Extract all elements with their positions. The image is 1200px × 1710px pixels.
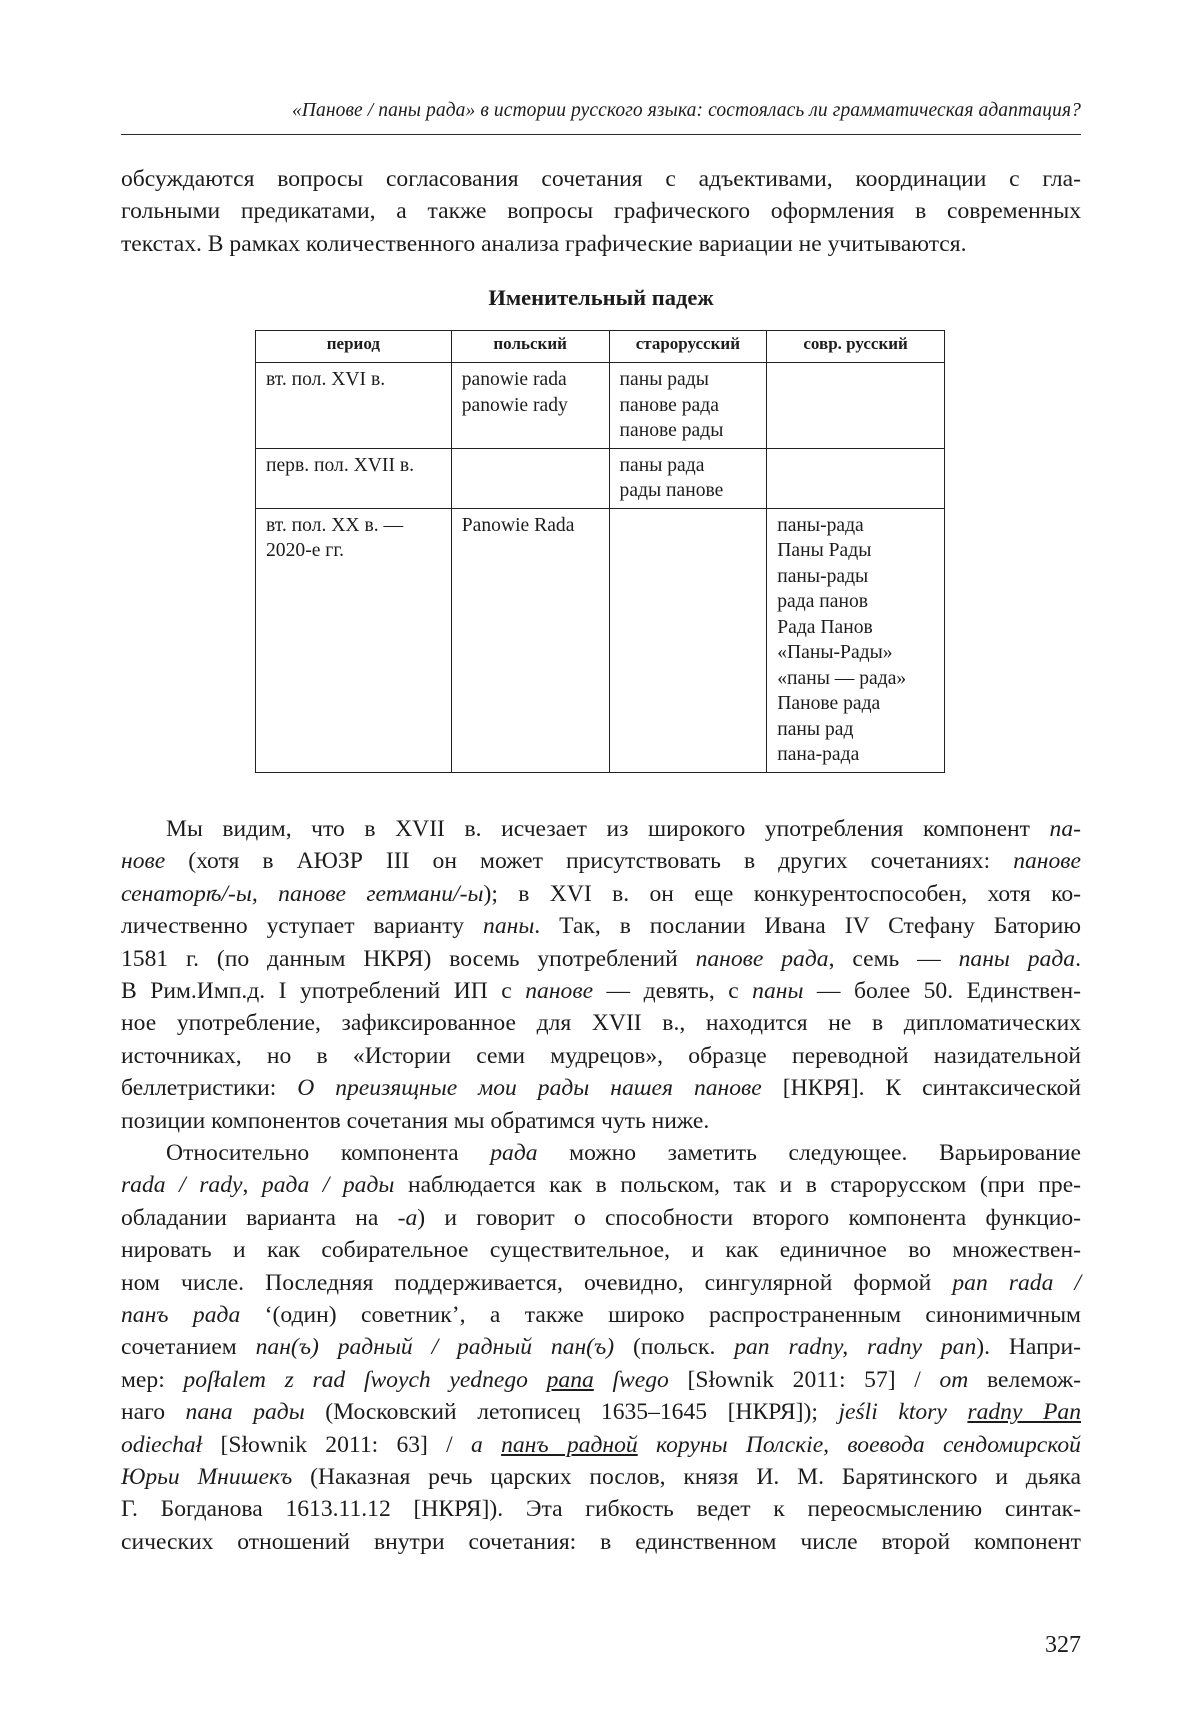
italic-run: панове: [1013, 848, 1081, 875]
table-row: [256, 508, 945, 772]
paragraph-1: [121, 163, 1081, 260]
paragraph-2: [121, 813, 1081, 1137]
cell-line: паны-рады: [777, 565, 869, 587]
text-run: ном числе. Последняя поддерживается, очевидно, сингулярной формой: [121, 1269, 953, 1296]
italic-run: паны: [483, 913, 535, 940]
table-title: Именительный падеж: [488, 285, 714, 310]
italic-run: О преизящные мои рады нашея панове: [297, 1075, 762, 1102]
underlined-run: панъ радной: [501, 1431, 638, 1458]
column-header-modern-russian: совр. русский: [767, 331, 945, 363]
text-run: Относительно компонента: [166, 1140, 491, 1166]
text-run: .: [1075, 945, 1081, 972]
cell-line: перв. пол. XVII в.: [266, 454, 415, 476]
text-run: ). Напри-: [976, 1334, 1081, 1361]
cell-line: panowie rada: [461, 369, 567, 390]
text-line: [121, 1396, 1081, 1428]
text-run: — более 50. Единствен-: [803, 977, 1081, 1004]
italic-run: pan rada /: [952, 1269, 1081, 1296]
cell-old-russian: [609, 508, 767, 772]
text-line: [121, 1331, 1081, 1363]
text-line: [121, 878, 1081, 910]
text-line: обсуждаются вопросы согласования сочетания с адъективами, координации с гла-: [121, 166, 1081, 192]
column-header-old-russian: старорусский: [609, 331, 767, 363]
page-number: 327: [1045, 1632, 1081, 1658]
cell-line: «Паны-Рады»: [777, 642, 893, 663]
text-run: В Рим.Имп.д. I употреблений ИП с: [121, 977, 526, 1004]
italic-run: па-: [1049, 816, 1081, 842]
column-header-period: период: [256, 331, 452, 363]
cell-line: панове рада: [619, 394, 719, 416]
cell-polish: [451, 448, 609, 508]
text-run: , семь —: [828, 945, 959, 972]
text-run: личественно уступает варианту: [121, 913, 484, 940]
text-run: . Так, в послании Ивана IV Стефану Баторию: [534, 913, 1081, 940]
cell-period: [256, 448, 452, 508]
text-line: текстах. В рамках количественного анализа графические вариации не учитываются.: [121, 230, 967, 257]
italic-run: а: [470, 1431, 502, 1458]
italic-run: Юрьи Мнишекъ: [121, 1463, 293, 1490]
text-run: обладании варианта на: [121, 1204, 398, 1231]
text-line: [121, 1202, 1081, 1234]
text-run: (польск.: [614, 1334, 735, 1361]
text-line: источниках, но в «Истории семи мудрецов», образце переводной назидательной: [121, 1042, 1081, 1069]
italic-run: коруны Полскіе, воевода сендомирской: [637, 1431, 1081, 1458]
text-run: (Наказная речь царских послов, князя И. М. Барятинского и дьяка: [292, 1463, 1081, 1490]
cell-line: Паны Рады: [777, 540, 872, 561]
cell-line: рады панове: [619, 480, 724, 501]
text-line: ное употребление, зафиксированное для XVII в., находится не в дипломатических: [121, 1010, 1081, 1037]
text-run: можно заметить следующее. Варьирование: [537, 1140, 1081, 1166]
cell-line: паны-рада: [777, 514, 864, 536]
cell-line: вт. пол. XX в. —: [266, 514, 404, 536]
text-line: [121, 1461, 1081, 1493]
italic-run: ſwego: [593, 1366, 669, 1393]
text-line: [121, 1299, 1081, 1331]
cell-line: Panowie Rada: [461, 514, 575, 536]
italic-run: рада: [490, 1140, 538, 1166]
text-line: [121, 1072, 1081, 1104]
table-row: [256, 448, 945, 508]
cell-line: 2020-е гг.: [266, 540, 345, 561]
text-run: [Słownik 2011: 63] /: [202, 1431, 471, 1458]
table-header-row: [256, 331, 945, 363]
cell-line: панове рады: [619, 420, 724, 441]
italic-run: паны: [752, 977, 804, 1004]
text-line: [121, 1267, 1081, 1299]
text-line: [121, 1429, 1081, 1461]
text-run: Мы видим, что в XVII в. исчезает из широкого употребления компонент: [166, 816, 1050, 842]
text-line: [121, 1137, 1081, 1169]
text-line: [121, 845, 1081, 877]
text-line: [121, 1169, 1081, 1201]
text-run: (хотя в АЮЗР III он может присутствовать в других сочетаниях:: [165, 848, 1014, 875]
italic-run: jeśli ktory: [838, 1399, 968, 1426]
italic-run: pan radny, radny pan: [734, 1334, 977, 1361]
text-run: мер:: [121, 1366, 184, 1393]
text-run: [Słownik 2011: 57] /: [668, 1366, 940, 1393]
text-line: позиции компонентов сочетания мы обратимся чуть ниже.: [121, 1107, 710, 1134]
text-run: 1581 г. (по данным НКРЯ) восемь употреблений: [121, 945, 696, 972]
italic-run: панъ рада: [121, 1301, 241, 1328]
text-run: ,: [242, 1172, 262, 1199]
column-header-polish: польский: [451, 331, 609, 363]
table-row: [256, 363, 945, 449]
italic-run: пана рады: [185, 1399, 305, 1426]
header-rule: [121, 134, 1081, 135]
cell-polish: [451, 508, 609, 772]
italic-run: сенаторѣ/-ы, панове гетмани/-ы: [121, 880, 484, 907]
cell-polish: [451, 363, 609, 449]
cell-period: [256, 508, 452, 772]
text-line: [121, 943, 1081, 975]
italic-run: poſłalem z rad ſwoych yednego: [183, 1366, 547, 1393]
text-line: Г. Богданова 1613.11.12 [НКРЯ]). Эта гибкость ведет к переосмыслению синтак-: [121, 1496, 1081, 1523]
cell-line: Рада Панов: [777, 616, 873, 638]
cell-line: вт. пол. XVI в.: [266, 369, 386, 390]
cell-modern-russian: [767, 363, 945, 449]
text-run: беллетристики:: [121, 1075, 298, 1102]
cell-modern-russian: [767, 508, 945, 772]
italic-run: от: [939, 1366, 969, 1393]
italic-run: нове: [121, 848, 166, 875]
text-line: [121, 910, 1081, 942]
text-line: нировать и как собирательное существительное, и как единичное во множествен-: [121, 1237, 1081, 1264]
paragraph-3: [121, 1137, 1081, 1558]
italic-run: панове рада: [695, 945, 829, 972]
italic-run: панове: [525, 977, 594, 1004]
cell-line: рада панов: [777, 591, 869, 612]
cell-line: паны рады: [619, 369, 709, 390]
cell-old-russian: [609, 448, 767, 508]
text-run: ‘(один) советник’, а также широко распространенным синонимичным: [240, 1301, 1081, 1328]
italic-run: -а: [397, 1204, 418, 1231]
case-table: [255, 330, 945, 773]
italic-run: рада / рады: [261, 1172, 395, 1199]
italic-run: odiechał: [121, 1431, 203, 1458]
text-run: (Московский летописец 1635–1645 [НКРЯ]);: [304, 1399, 839, 1426]
cell-line: пана-рада: [777, 744, 860, 765]
text-run: ) и говорит о способности второго компонента функцио-: [417, 1204, 1081, 1231]
text-run: ); в XVI в. он еще конкурентоспособен, хотя ко-: [483, 880, 1081, 907]
cell-line: паны рад: [777, 718, 854, 740]
italic-run: паны рада: [958, 945, 1076, 972]
text-line: [121, 813, 1081, 845]
underlined-run: radny Pan: [967, 1399, 1081, 1426]
text-line: гольными предикатами, а также вопросы графического оформления в современных: [121, 198, 1081, 225]
cell-line: panowie rady: [461, 394, 568, 416]
text-line: [121, 975, 1081, 1007]
running-head: «Панове / паны рада» в истории русского языка: состоялась ли грамматическая адаптация?: [291, 100, 1081, 121]
cell-modern-russian: [767, 448, 945, 508]
text-run: — девять, с: [593, 977, 753, 1004]
cell-line: Панове рада: [777, 693, 881, 714]
cell-line: паны рада: [619, 454, 705, 476]
text-line: сических отношений внутри сочетания: в единственном числе второй компонент: [121, 1528, 1081, 1555]
cell-period: [256, 363, 452, 449]
cell-line: «паны — рада»: [777, 667, 907, 689]
text-run: сочетанием: [121, 1334, 256, 1361]
text-line: [121, 1364, 1081, 1396]
cell-old-russian: [609, 363, 767, 449]
text-run: велемож-: [968, 1366, 1081, 1393]
italic-run: rada / rady: [121, 1172, 243, 1199]
text-run: наго: [121, 1399, 186, 1426]
italic-run: пан(ъ) радный / радный пан(ъ): [255, 1334, 615, 1361]
text-run: наблюдается как в польском, так и в старорусском (при пре-: [394, 1172, 1082, 1199]
text-run: [НКРЯ]. К синтаксической: [761, 1075, 1081, 1102]
underlined-run: pana: [546, 1366, 594, 1393]
